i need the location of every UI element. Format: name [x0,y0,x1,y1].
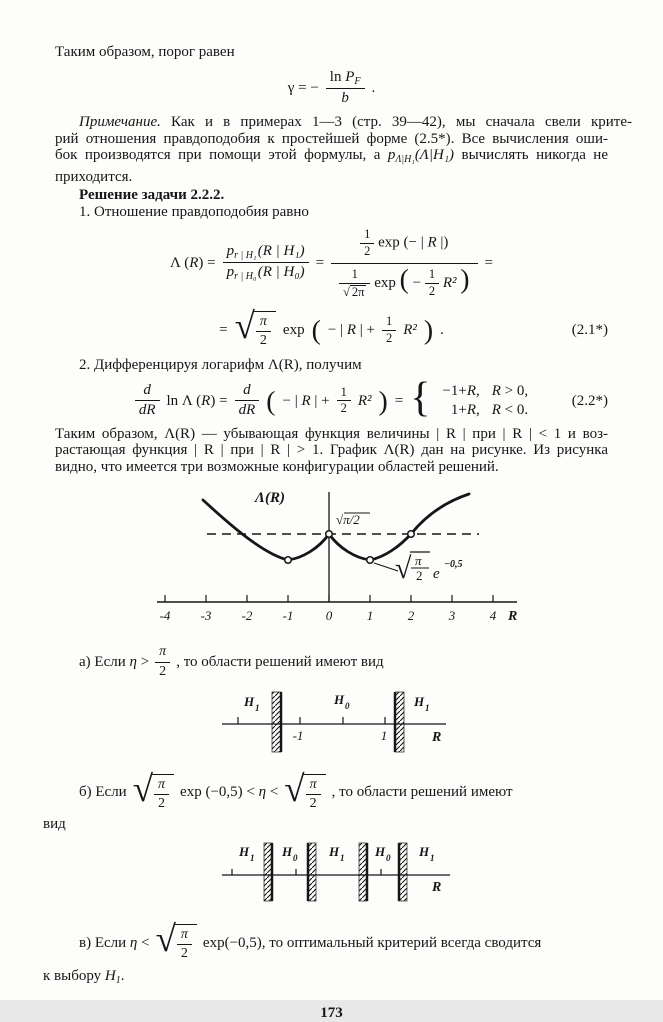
page-number: 173 [320,1005,343,1021]
gamma-lhs: γ = − [287,79,319,96]
solution-heading: Решение задачи 2.2.2. [79,187,225,204]
min-label-two: 2 [416,568,423,584]
svg-text:H: H [419,844,430,860]
ticks [232,869,381,875]
decision-regions-diagram-b [222,838,462,906]
likelihood-fraction: $\frac{p_{r | H_1} (R | H_1)}{p_{r | H_0} (R | H_0)}$ [223,243,309,283]
threshold-barrier-right [395,692,404,752]
section-b-continuation: вид [43,815,66,832]
sqrt-pi-over-2: √ $\frac{\pi}{2}$ [156,924,197,962]
equation-number-2-1: (2.1*) [571,322,608,339]
paragraph-after-eq2: Таким образом, Λ(R) — убывающая функция величины | R | при | R | < 1 и воз- растающая функция | R | при | R | > 1. График Λ(R) дан на рисунке. Из рисунка видно, что имеется три возможные конфигурации областей решений. [55,425,608,475]
svg-text:H: H [334,691,345,707]
piecewise-cases: { −1+R, 1+R, R > 0, R < 0. [410,375,529,422]
equation-2-1-line-1: Λ (R) = $\frac{p_{r | H_1} (R | H_1)}{p_{r | H_0} (R | H_0)}$ = $\frac{1}{2}$ exp (− | R |) $\frac{1}{√ 2\pi}$ exp ( − $\frac{1}{2}$ R² ) = [170,227,493,299]
intro-paragraph [55,44,608,61]
equation-2-1-line-2: = √ $\frac{\pi}{2}$ exp ( − | R | + $\frac{1}{2}$ R² ) . (2.1*) [219,306,608,349]
svg-text:4: 4 [489,608,497,624]
section-v-line-2: к выбору $H_1$. [43,967,125,986]
svg-text:1: 1 [340,853,345,864]
section-b: б) Если √ $\frac{\pi}{2}$ exp (−0,5) < η < √ $\frac{\pi}{2}$ , то области решений имеют [79,768,513,811]
lambda-curve [203,494,469,560]
tick-label-neg-1: -1 [292,727,304,743]
section-a: а) Если η > π 2 , то области решений имеют вид [79,644,384,679]
svg-text:3: 3 [448,608,456,624]
y-axis-label: Λ(R) [255,490,285,507]
svg-text:H: H [282,844,293,860]
note-line-2: рий отношения правдоподобия к простейшей форме (2.5*). Все вычисления оши- [55,130,608,147]
svg-text:-4: -4 [159,608,171,624]
x-axis-label: R [508,609,518,625]
intro-text: Таким образом, порог равен [55,44,235,60]
svg-text:1: 1 [250,853,255,864]
svg-text:-3: -3 [200,608,212,624]
svg-text:1: 1 [366,608,374,624]
min-label-pi: π [415,553,422,569]
svg-text:2: 2 [407,608,415,624]
min-label-e: e [433,566,440,583]
axis-label: R [432,729,442,745]
svg-text:H: H [414,693,425,709]
threshold-formula [55,69,608,108]
decision-regions-diagram-a [220,686,460,758]
svg-text:0: 0 [386,853,391,864]
svg-text:1: 1 [255,702,260,713]
item-1: 1. Отношение правдоподобия равно [79,203,309,220]
derivative-fraction-2: $\frac{d}{dR}$ [235,382,260,420]
section-v: в) Если η < √ $\frac{\pi}{2}$ exp(−0,5), то оптимальный критерий всегда сводится [79,919,542,962]
likelihood-ratio-graph [117,484,557,634]
peak-value-label: √π/2 [336,512,360,528]
derivative-fraction-1: d dR [135,382,160,420]
svg-text:H: H [375,844,386,860]
note-line-4: приходится. [55,168,133,185]
threshold-barrier-left [272,692,281,752]
svg-text:-2: -2 [241,608,253,624]
sqrt-pi-over-2: √ $\frac{\pi}{2}$ [235,311,276,349]
sqrt-pi-over-2-left: √ $\frac{\pi}{2}$ [133,774,174,812]
gamma-period: . [371,79,376,96]
sqrt-pi-over-2-right: √ $\frac{\pi}{2}$ [284,774,325,812]
svg-text:0: 0 [325,608,333,624]
svg-text:0: 0 [345,700,350,711]
tick-label-pos-1: 1 [380,727,388,743]
note-line-1: Примечание. Как и в примерах 1—3 (стр. 39—42), мы сначала свели крите- [79,114,632,131]
svg-text:1: 1 [430,853,435,864]
ticks [238,717,385,724]
svg-text:H: H [244,693,255,709]
equation-number-2-2: (2.2*) [571,392,608,409]
equation-2-1 [55,226,608,349]
svg-text:1: 1 [425,702,430,713]
equation-2-2: d dR ln Λ (R) = $\frac{d}{dR}$ ( − | R | + $\frac{1}{2}$ R² ) = { −1+R, 1+R, R > 0, R < 0. (2.2*) [55,382,608,420]
svg-text:0: 0 [293,853,298,864]
note-paragraph [55,114,632,185]
gamma-fraction: $\frac{\ln P_F}{b}$ [326,69,365,108]
x-axis-ticks [165,595,493,602]
axis-label: R [432,880,442,896]
svg-text:H: H [239,844,250,860]
cases-brace: { [410,375,431,422]
min-label-radical: √ [395,552,412,586]
gaussian-laplace-fraction: $\frac{1}{2}$ exp (− | R |) $\frac{1}{√ 2\pi}$ exp ( − $\frac{1}{2}$ R² ) [331,226,478,299]
svg-text:H: H [329,844,340,860]
pi-over-2-fraction: π 2 [155,644,170,679]
note-line-3: бок производятся при помощи этой формулы, а $p_{\Lambda|H_1}(\Lambda|H_1)$ вычислять никогда не [55,147,608,166]
note-lead: Примечание. [79,114,161,131]
x-tick-labels [160,608,497,623]
min-label-exponent: −0,5 [444,559,463,571]
item-2: 2. Дифференцируя логарифм Λ(R), получим [79,357,362,374]
svg-text:-1: -1 [282,608,294,624]
